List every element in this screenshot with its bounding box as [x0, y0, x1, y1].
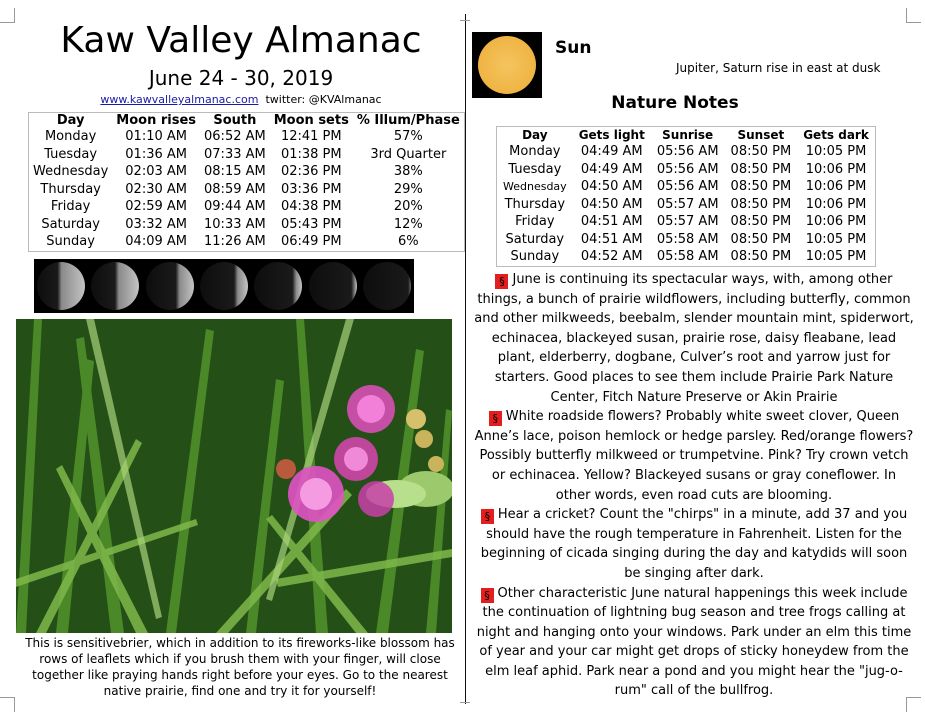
table-cell: 04:38 PM [280, 199, 342, 214]
column-header: Gets light [578, 128, 645, 142]
column-header: Gets dark [803, 128, 869, 142]
crop-mark [460, 702, 470, 703]
column-header: % Illum/Phase [356, 113, 460, 128]
table-row [497, 248, 876, 266]
note-paragraph [474, 584, 914, 702]
sun-label: Sun [555, 38, 592, 58]
table-cell: 01:38 PM [280, 146, 342, 162]
table-cell: Thursday [40, 181, 101, 197]
table-cell: Saturday [505, 231, 565, 247]
table-cell: 10:33 AM [204, 216, 266, 232]
crop-mark [0, 8, 15, 23]
table-row [497, 196, 876, 214]
table-cell: 04:50 AM [580, 179, 643, 194]
column-divider [465, 14, 466, 704]
section-bullet-icon: § [481, 588, 494, 603]
column-header: Day [522, 128, 548, 142]
table-cell: 11:26 AM [204, 234, 266, 249]
table-cell: 02:36 PM [280, 164, 342, 179]
moon-phase-strip [34, 259, 414, 313]
table-row [29, 128, 465, 146]
moon-phase-icon [91, 262, 139, 310]
sun-table [496, 126, 876, 267]
table-cell: 06:49 PM [280, 234, 342, 249]
table-cell: 04:51 AM [580, 214, 643, 229]
table-cell: Wednesday [503, 180, 567, 193]
date-range: June 24 - 30, 2019 [148, 66, 334, 90]
column-header: Moon sets [273, 113, 349, 128]
table-cell: 12:41 PM [280, 129, 342, 144]
sun-icon [478, 36, 536, 94]
table-cell: 08:50 PM [730, 179, 792, 194]
table-cell: 05:56 AM [656, 179, 719, 194]
table-cell: Sunday [510, 249, 560, 264]
note-paragraph [474, 270, 914, 407]
table-row [497, 213, 876, 231]
table-cell: Tuesday [508, 161, 562, 177]
table-cell: 10:05 PM [805, 231, 867, 247]
table-cell: 04:52 AM [580, 249, 643, 264]
table-cell: 20% [393, 199, 423, 214]
table-cell: 04:09 AM [125, 234, 187, 249]
table-cell: 10:05 PM [805, 249, 867, 264]
sensitivebrier-photo [16, 319, 452, 633]
table-row [29, 146, 465, 164]
column-header: Day [56, 113, 85, 128]
table-cell: 29% [393, 181, 423, 197]
column-header: Sunset [737, 128, 785, 142]
sun-image [472, 32, 542, 98]
table-row [497, 161, 876, 179]
section-bullet-icon: § [495, 274, 508, 289]
table-row [29, 216, 465, 234]
moon-phase-icon [146, 262, 194, 310]
table-row [497, 231, 876, 249]
page-title: Kaw Valley Almanac [60, 20, 422, 61]
column-header: South [213, 113, 257, 128]
table-cell: Monday [44, 129, 97, 144]
table-row [29, 181, 465, 199]
crop-mark [0, 697, 15, 712]
moon-phase-icon [309, 262, 357, 310]
table-cell: 08:50 PM [730, 214, 792, 229]
moon-table [28, 112, 465, 252]
table-cell: 01:36 AM [125, 146, 187, 162]
table-cell: 05:58 AM [656, 231, 719, 247]
table-row [29, 233, 465, 251]
table-cell: 08:15 AM [204, 164, 266, 179]
table-cell: 05:43 PM [280, 216, 342, 232]
planets-note: Jupiter, Saturn rise in east at dusk [676, 61, 881, 75]
section-bullet-icon: § [481, 509, 494, 524]
table-header-row [29, 113, 465, 129]
photo-caption: This is sensitivebrier, which in addition to its fireworks-like blossom has rows of leaflets which if you brush them with your finger, will close together like praying hands right before your eyes. Go to the nearest native prairie, find one and try it for yourself! [25, 636, 455, 698]
table-cell: 05:57 AM [656, 196, 719, 212]
sensitivebrier-illustration [16, 319, 452, 633]
table-cell: Friday [515, 214, 555, 229]
table-cell: 02:59 AM [125, 199, 187, 214]
table-cell: Monday [509, 144, 561, 159]
table-cell: 04:51 AM [580, 231, 643, 247]
column-header: Sunrise [662, 128, 714, 142]
table-cell: Saturday [41, 216, 100, 232]
note-paragraph [474, 505, 914, 583]
header-links [20, 93, 462, 106]
table-cell: 04:50 AM [580, 196, 643, 212]
website-link[interactable]: www.kawvalleyalmanac.com [100, 93, 259, 106]
table-cell: 05:58 AM [656, 249, 719, 264]
nature-notes [474, 270, 914, 701]
table-cell: 05:56 AM [656, 161, 719, 177]
table-cell: 04:49 AM [580, 144, 643, 159]
section-bullet-icon: § [489, 411, 502, 426]
table-row [29, 198, 465, 216]
table-cell: 38% [393, 164, 423, 179]
table-cell: 04:49 AM [580, 161, 643, 177]
table-cell: 57% [393, 129, 423, 144]
table-cell: 10:06 PM [805, 161, 867, 177]
moon-phase-icon [254, 262, 302, 310]
note-paragraph [474, 407, 914, 505]
table-cell: 08:50 PM [730, 161, 792, 177]
table-cell: 05:57 AM [656, 214, 719, 229]
table-cell: 03:32 AM [125, 216, 187, 232]
moon-phase-icon [363, 262, 411, 310]
table-cell: 02:30 AM [125, 181, 187, 197]
table-cell: 08:50 PM [730, 231, 792, 247]
table-cell: 02:03 AM [125, 164, 187, 179]
table-cell: 06:52 AM [204, 129, 266, 144]
note-text: Other characteristic June natural happenings this week include the continuation of lightning bug season and tree frogs calling at night and hanging onto your windows. Park under an elm this time of year and your car might get drops of sticky honeydew from the elm leaf aphid. Park near a pond and you might hear the "jug-o-rum" call of the bullfrog. [476, 585, 912, 699]
table-cell: 08:50 PM [730, 196, 792, 212]
nature-notes-heading: Nature Notes [611, 93, 739, 113]
table-cell: 07:33 AM [204, 146, 266, 162]
table-cell: 09:44 AM [204, 199, 266, 214]
table-cell: 10:05 PM [805, 144, 867, 159]
table-cell: 05:56 AM [656, 144, 719, 159]
table-row [497, 178, 876, 196]
table-cell: 08:59 AM [204, 181, 266, 197]
table-cell: Sunday [46, 234, 95, 249]
table-header-row [497, 127, 876, 144]
twitter-handle: twitter: @KVAlmanac [265, 93, 382, 106]
note-text: June is continuing its spectacular ways, with, among other things, a bunch of prairie wildflowers, including butterfly, common and other milkweeds, beebalm, slender mountain mint, spiderwort, echinacea, blackeyed susan, prairie rose, daisy fleabane, lead plant, elderberry, dogbane, Culver’s root and yarrow just for starters. Good places to see them include Prairie Park Nature Center, Fitch Nature Preserve or Akin Prairie [474, 272, 914, 405]
table-cell: 6% [398, 234, 419, 249]
table-cell: 10:06 PM [805, 179, 867, 194]
table-cell: 08:50 PM [730, 249, 792, 264]
column-header: Moon rises [116, 113, 197, 128]
table-row [497, 143, 876, 161]
table-cell: Friday [50, 199, 91, 214]
table-cell: 08:50 PM [730, 144, 792, 159]
table-cell: 3rd Quarter [370, 146, 447, 162]
table-cell: 03:36 PM [280, 181, 342, 197]
table-cell: 10:06 PM [805, 196, 867, 212]
moon-phase-icon [200, 262, 248, 310]
table-cell: 12% [393, 216, 423, 232]
table-cell: Tuesday [44, 146, 98, 162]
table-cell: 10:06 PM [805, 214, 867, 229]
note-text: Hear a cricket? Count the "chirps" in a minute, add 37 and you should have the rough temperature in Fahrenheit. Listen for the beginning of cicada singing during the day and katydids will soon be singing after dark. [480, 507, 908, 581]
table-cell: 01:10 AM [125, 129, 187, 144]
note-text: White roadside flowers? Probably white sweet clover, Queen Anne’s lace, poison hemlock or hedge parsley. Red/orange flowers? Possibly butterfly milkweed or trumpetvine. Pink? Try crown vetch or echinacea. Yellow? Blackeyed susans or gray coneflower. In other words, even road cuts are blooming. [474, 409, 914, 503]
table-cell: Thursday [504, 196, 566, 212]
table-row [29, 163, 465, 181]
table-cell: Wednesday [33, 164, 109, 179]
crop-mark [906, 8, 921, 23]
moon-phase-icon [37, 262, 85, 310]
